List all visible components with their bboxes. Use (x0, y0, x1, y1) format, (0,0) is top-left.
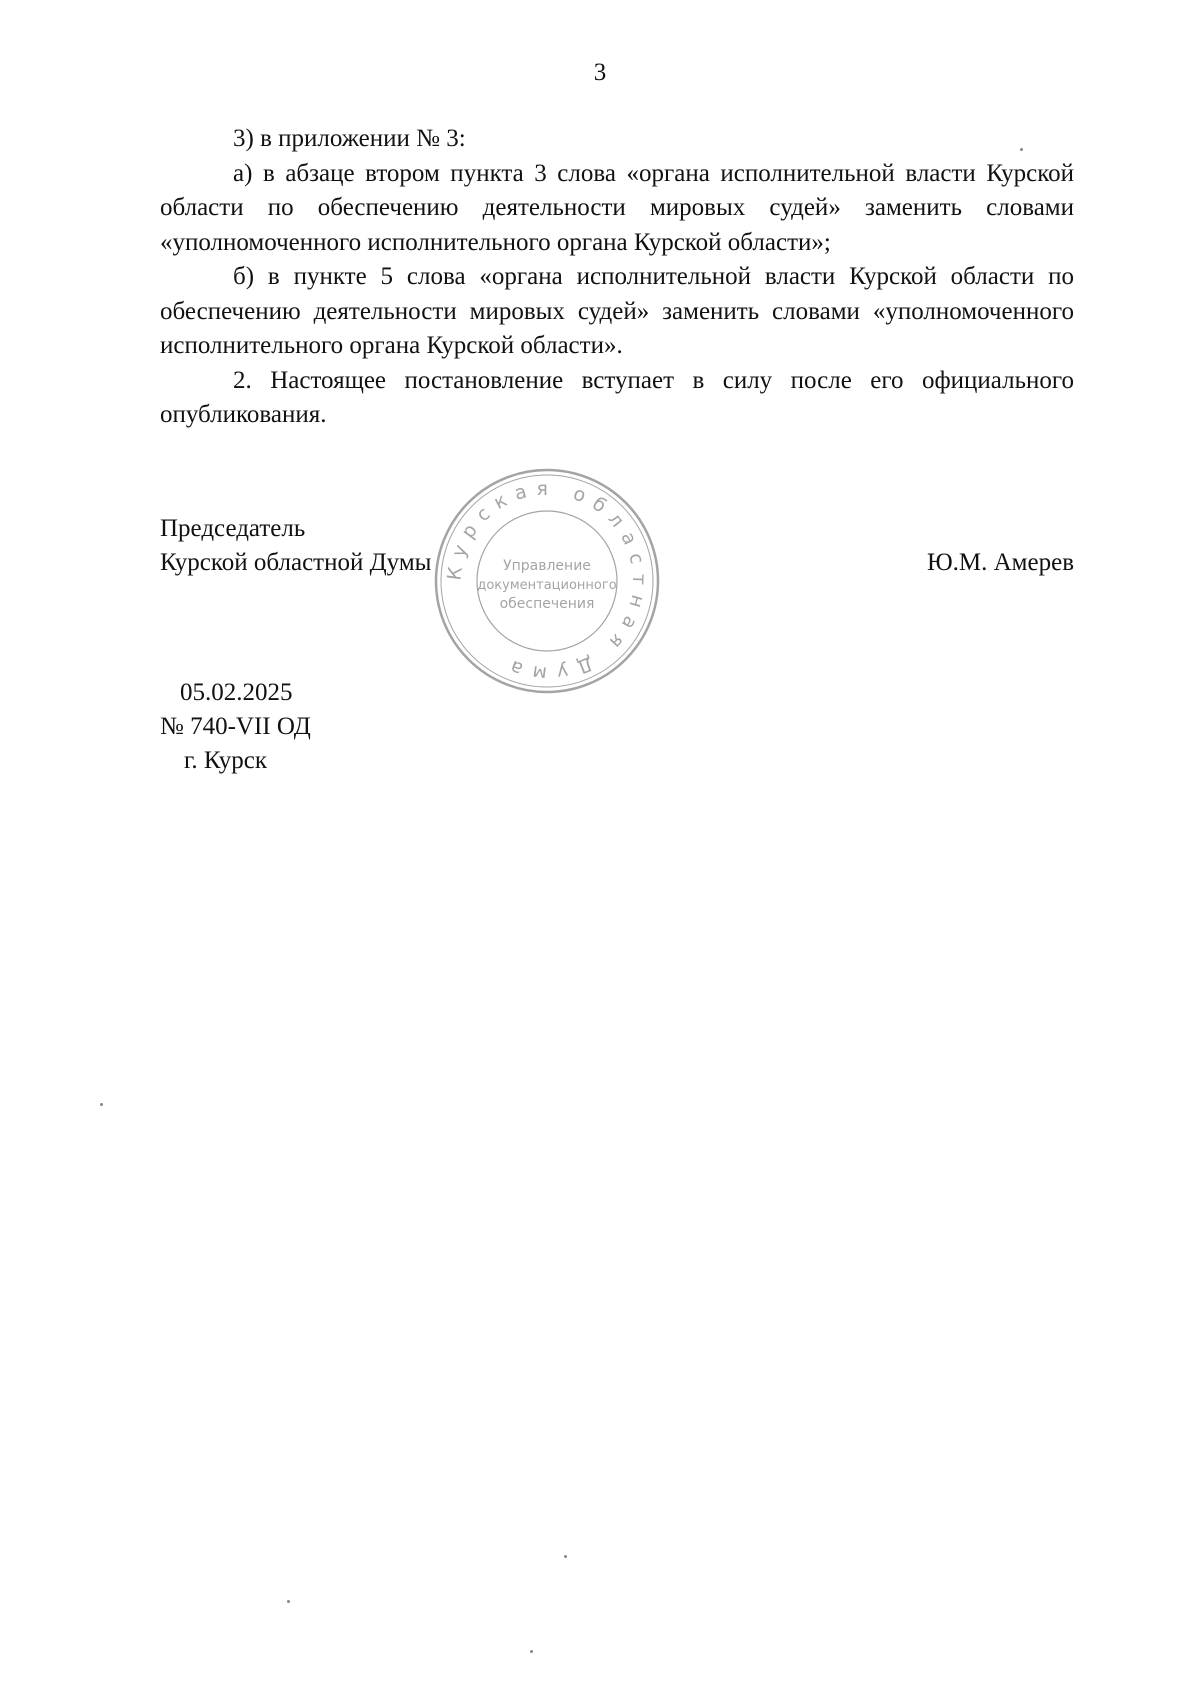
paragraph-item-a: а) в абзаце втором пункта 3 слова «органа исполнительной власти Курской области по обеспечению деятельности мировых судей» заменить словами «уполномоченного исполнительного органа Курской области»; (160, 159, 1074, 256)
document-body (160, 122, 1074, 433)
stamp-ring-text: Курская областная Дума (443, 477, 651, 685)
paragraph-appendix-3: 3) в приложении № 3: (233, 125, 466, 152)
document-city: г. Курск (184, 747, 267, 774)
scan-speck (1020, 148, 1023, 151)
page-number: 3 (593, 59, 607, 86)
document-footer (160, 676, 311, 778)
paragraph-item-b: б) в пункте 5 слова «органа исполнительной власти Курской области по обеспечению деятельности мировых судей» заменить словами «уполномоченного исполнительного органа Курской области». (160, 263, 1074, 359)
scan-speck (530, 1650, 533, 1653)
signatory-name: Ю.М. Амерев (926, 549, 1074, 576)
stamp-center-line2: документационного (477, 578, 617, 593)
stamp-center-line3: обеспечения (499, 596, 595, 612)
signatory-title-line1: Председатель (160, 515, 306, 542)
document-number: № 740-VII ОД (160, 713, 311, 740)
scan-speck (287, 1600, 290, 1603)
official-seal-stamp (432, 466, 662, 696)
paragraph-effective-date: 2. Настоящее постановление вступает в силу после его официального опубликования. (160, 366, 1074, 428)
signatory-title-line2: Курской областной Думы (160, 549, 432, 576)
document-date: 05.02.2025 (180, 679, 293, 706)
stamp-center-line1: Управление (503, 558, 591, 574)
scan-speck (564, 1555, 567, 1558)
scan-speck (100, 1103, 103, 1106)
